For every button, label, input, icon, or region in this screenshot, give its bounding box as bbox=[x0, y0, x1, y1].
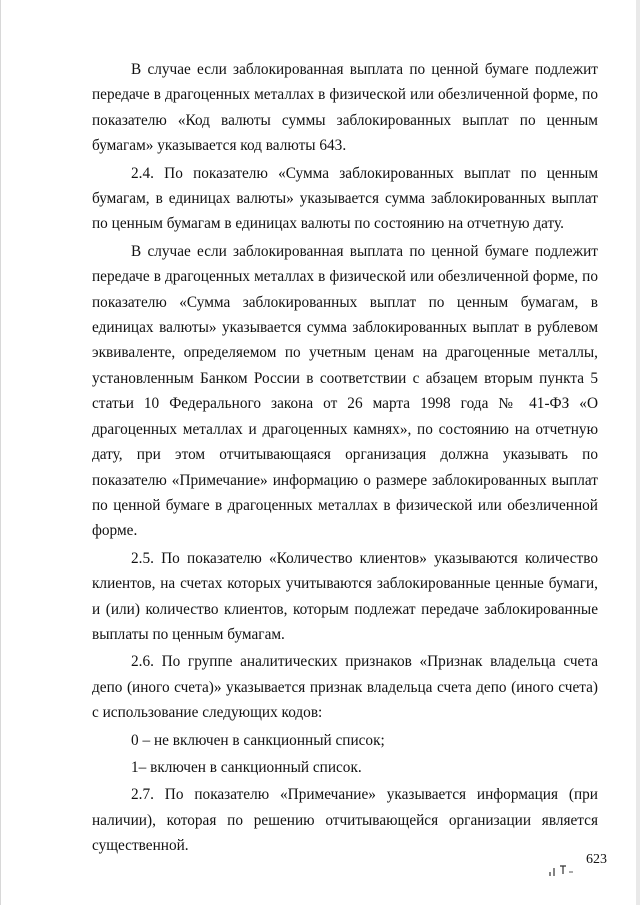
body-text bbox=[92, 57, 598, 861]
scan-right-edge bbox=[636, 0, 640, 905]
handwritten-marks bbox=[544, 858, 586, 878]
code-item-0: 0 – не включен в санкционный список; bbox=[131, 731, 385, 749]
paragraph-2-4: 2.4. По показателю «Сумма заблокированных выплат по ценным бумагам, в единицах валюты» указывается сумма заблокированных выплат по ценным бумагам в единицах валюты по состоянию на отчетную дату. bbox=[92, 164, 598, 233]
paragraph-precious-metals: В случае если заблокированная выплата по ценной бумаге подлежит передаче в драгоценных металлах в физической или обезличенной форме, по показателю «Сумма заблокированных выплат по ценным бумагам, в единицах валюты» указывается сумма заблокированных выплат в рублевом эквиваленте, определяемом по учетным ценам на драгоценные металлы, установленным Банком России в соответствии с абзацем вторым пункта 5 статьи 10 Федерального закона от 26 марта 1998 года № 41-ФЗ «О драгоценных металлах и драгоценных камнях», по состоянию на отчетную дату, при этом отчитывающаяся организация должна указывать по показателю «Примечание» информацию о размере заблокированных выплат по ценной бумаге в драгоценных металлах в физической или обезличенной форме. bbox=[92, 242, 598, 540]
paragraph-currency-code: В случае если заблокированная выплата по ценной бумаге подлежит передаче в драгоценных металлах в физической или обезличенной форме, по показателю «Код валюты суммы заблокированных выплат по ценным бумагам» указывается код валюты 643. bbox=[92, 61, 598, 155]
page-number: 623 bbox=[586, 852, 607, 867]
code-item-1: 1– включен в санкционный список. bbox=[131, 758, 362, 776]
paragraph-2-6: 2.6. По группе аналитических признаков «Признак владельца счета депо (иного счета)» указывается признак владельца счета депо (иного счета) с использование следующих кодов: bbox=[92, 653, 598, 722]
paragraph-2-7: 2.7. По показателю «Примечание» указывается информация (при наличии), которая по решению отчитывающейся организации является существенной. bbox=[92, 786, 598, 855]
paragraph-2-5: 2.5. По показателю «Количество клиентов» указываются количество клиентов, на счетах которых учитываются заблокированные ценные бумаги, и (или) количество клиентов, которым подлежат передаче заблокированные выплаты по ценным бумагам. bbox=[92, 549, 598, 643]
scan-left-edge bbox=[0, 0, 1, 905]
